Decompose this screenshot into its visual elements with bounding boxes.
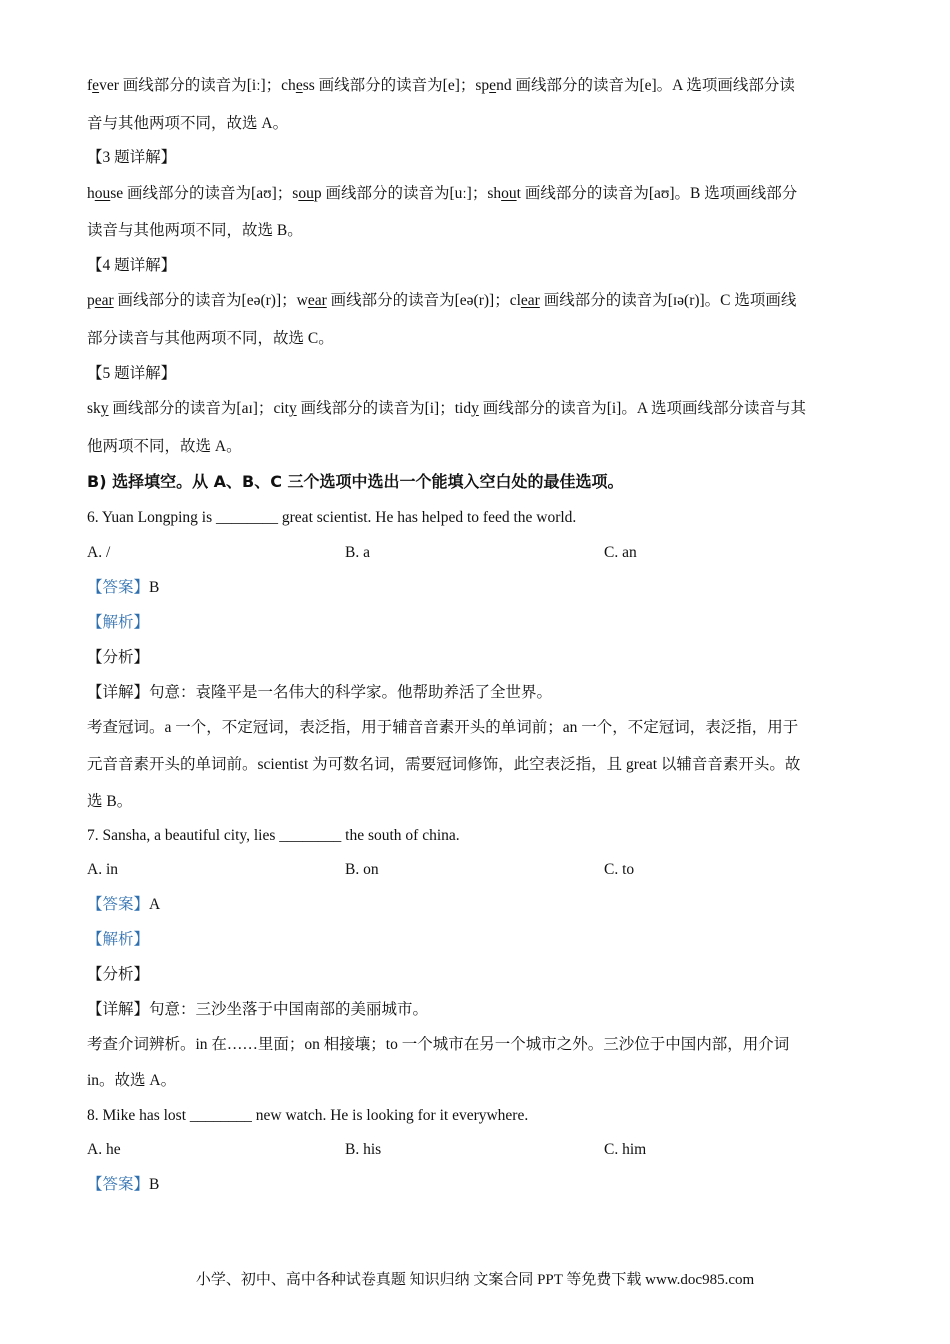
- q6-analysis-label: 【解析】: [87, 614, 150, 631]
- q6-detail-1: 【详解】句意：袁隆平是一名伟大的科学家。他帮助养活了全世界。: [87, 684, 553, 701]
- q4-heading: 【4 题详解】: [87, 257, 177, 274]
- section-b-title: B) 选择填空。从 A、B、C 三个选项中选出一个能填入空白处的最佳选项。: [87, 472, 624, 491]
- answer-value: A: [149, 896, 161, 913]
- q7-detail-2: 考查介词辨析。in 在……里面；on 相接壤；to 一个城市在另一个城市之外。三沙位于中国内部，用介词: [87, 1036, 790, 1053]
- answer-label: 【答案】: [87, 896, 150, 913]
- answer-value: B: [149, 1176, 160, 1193]
- answer-value: B: [149, 579, 160, 596]
- page-footer: 小学、初中、高中各种试卷真题 知识归纳 文案合同 PPT 等免费下载 www.doc985.com: [195, 1272, 755, 1288]
- q7-detail-1: 【详解】句意：三沙坐落于中国南部的美丽城市。: [87, 1001, 429, 1018]
- q8-option-a: A. he: [87, 1141, 121, 1158]
- q7-stem: 7. Sansha, a beautiful city, lies ________ the south of china.: [87, 827, 460, 844]
- q7-fenxi-label: 【分析】: [87, 966, 150, 983]
- q6-answer: [87, 578, 159, 598]
- q7-option-a: A. in: [87, 861, 118, 878]
- q4-detail-line2: 部分读音与其他两项不同，故选 C。: [87, 330, 334, 347]
- q6-option-a: A. /: [87, 544, 111, 561]
- q6-option-b: B. a: [345, 544, 370, 561]
- q7-option-c: C. to: [604, 861, 635, 878]
- q3-detail-line1: house 画线部分的读音为[aʊ]；soup 画线部分的读音为[uː]；shout 画线部分的读音为[aʊ]。B 选项画线部分: [87, 185, 798, 202]
- q6-stem: 6. Yuan Longping is ________ great scientist. He has helped to feed the world.: [87, 509, 577, 526]
- q8-option-b: B. his: [345, 1141, 382, 1158]
- q5-detail-line1: sky 画线部分的读音为[aɪ]；city 画线部分的读音为[i]；tidy 画线部分的读音为[i]。A 选项画线部分读音与其: [87, 400, 807, 417]
- q7-analysis-label: 【解析】: [87, 931, 150, 948]
- q7-option-b: B. on: [345, 861, 379, 878]
- q5-heading: 【5 题详解】: [87, 365, 177, 382]
- q4-detail-line1: pear 画线部分的读音为[eə(r)]；wear 画线部分的读音为[eə(r)]；clear 画线部分的读音为[ɪə(r)]。C 选项画线: [87, 292, 797, 309]
- q8-stem: 8. Mike has lost ________ new watch. He is looking for it everywhere.: [87, 1107, 529, 1124]
- q3-heading: 【3 题详解】: [87, 149, 177, 166]
- q6-option-c: C. an: [604, 544, 637, 561]
- q7-detail-3: in。故选 A。: [87, 1072, 177, 1089]
- q7-answer: [87, 895, 160, 915]
- q8-option-c: C. him: [604, 1141, 647, 1158]
- q2-detail-line1: fever 画线部分的读音为[iː]；chess 画线部分的读音为[e]；spend 画线部分的读音为[e]。A 选项画线部分读: [87, 77, 795, 94]
- q6-detail-3: 元音音素开头的单词前。scientist 为可数名词，需要冠词修饰，此空表泛指，且 great 以辅音音素开头。故: [87, 756, 801, 773]
- q6-fenxi-label: 【分析】: [87, 649, 150, 666]
- answer-label: 【答案】: [87, 579, 150, 596]
- answer-label: 【答案】: [87, 1176, 150, 1193]
- q8-answer: [87, 1175, 159, 1195]
- q2-detail-line2: 音与其他两项不同，故选 A。: [87, 115, 289, 132]
- q6-detail-4: 选 B。: [87, 793, 133, 810]
- q6-detail-2: 考查冠词。a 一个，不定冠词，表泛指，用于辅音音素开头的单词前；an 一个，不定冠词，表泛指，用于: [87, 719, 799, 736]
- q5-detail-line2: 他两项不同，故选 A。: [87, 438, 242, 455]
- q3-detail-line2: 读音与其他两项不同，故选 B。: [87, 222, 303, 239]
